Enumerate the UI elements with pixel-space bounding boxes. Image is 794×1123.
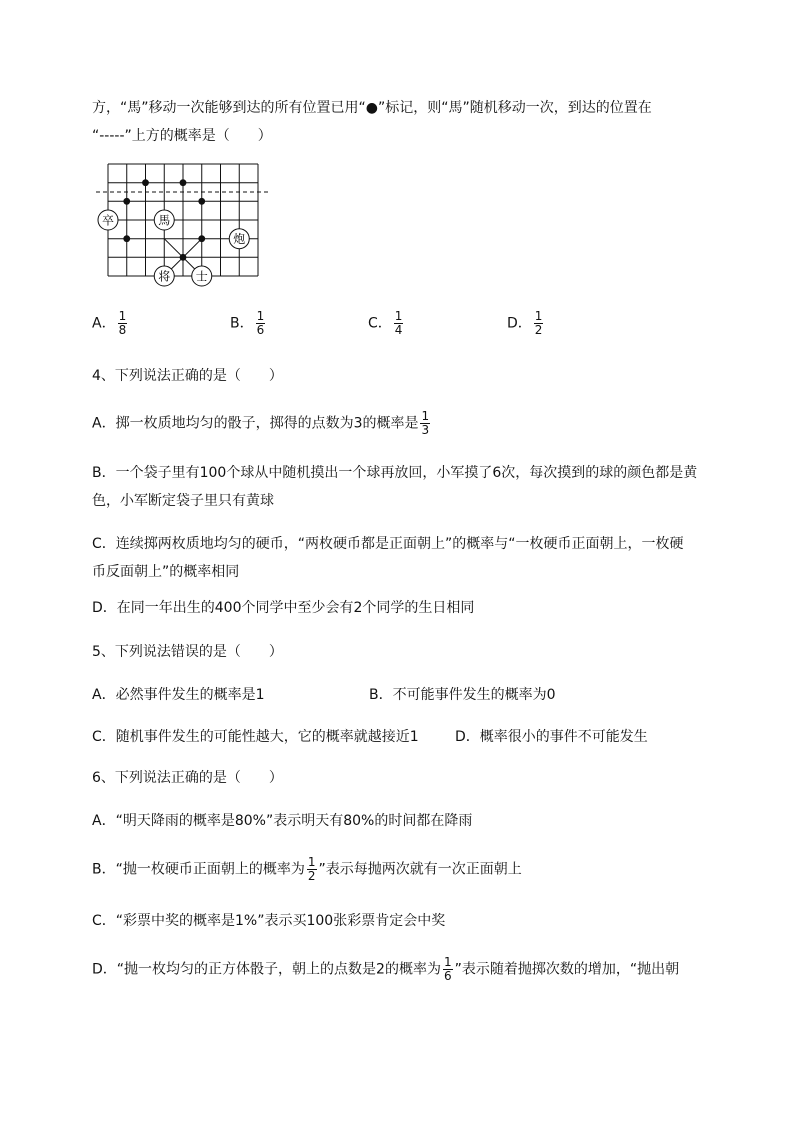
q3-option-b: B． $\frac{1}{6}$: [230, 309, 265, 337]
q6-option-a: A．“明天降雨的概率是80%”表示明天有80%的时间都在降雨: [92, 813, 473, 829]
piece-pawn: [98, 210, 118, 230]
q5-option-b: B．不可能事件发生的概率为0: [369, 687, 556, 703]
piece-horse: [154, 210, 174, 230]
q4-option-b-line1: B．一个袋子里有100个球从中随机摸出一个球再放回，小军摸了6次，每次摸到的球的颜色都是黄: [92, 465, 698, 481]
svg-text:士: 士: [195, 269, 208, 284]
piece-general: [154, 266, 174, 286]
q4-option-c-line2: 币反面朝上”的概率相同: [92, 564, 240, 580]
q6-option-c: C．“彩票中奖的概率是1%”表示买100张彩票肯定会中奖: [92, 913, 446, 929]
svg-text:将: 将: [158, 269, 171, 284]
q6-stem: 6、下列说法正确的是（ ）: [92, 770, 283, 786]
q5-option-a: A．必然事件发生的概率是1: [92, 687, 265, 703]
q6-option-d: D．“抛一枚均匀的正方体骰子，朝上的点数是2的概率为 $\frac{1}{6}$ ”表示随着抛掷次数的增加，“抛出朝: [92, 955, 680, 983]
svg-text:馬: 馬: [158, 213, 171, 228]
q4-stem: 4、下列说法正确的是（ ）: [92, 368, 283, 384]
marker-dot: [123, 235, 130, 242]
q3-stem-line1: 方，“馬”移动一次能够到达的所有位置已用“●”标记，则“馬”随机移动一次，到达的位置在: [92, 100, 652, 116]
q4-option-d: D．在同一年出生的400个同学中至少会有2个同学的生日相同: [92, 600, 475, 616]
q3-option-a: A． $\frac{1}{8}$: [92, 309, 127, 337]
q5-option-c: C．随机事件发生的可能性越大，它的概率就越接近1: [92, 729, 419, 745]
piece-cannon: [229, 229, 249, 249]
q4-option-c-line1: C．连续掷两枚质地均匀的硬币，“两枚硬币都是正面朝上”的概率与“一枚硬币正面朝上，一枚硬: [92, 536, 684, 552]
q4-option-a: A．掷一枚质地均匀的骰子，掷得的点数为3的概率是 $\frac{1}{3}$: [92, 409, 430, 437]
chess-board-figure: [92, 154, 272, 288]
q5-stem: 5、下列说法错误的是（ ）: [92, 644, 283, 660]
q4-option-b-line2: 色，小军断定袋子里只有黄球: [92, 493, 274, 509]
marker-dot: [142, 179, 149, 186]
q3-stem-line2: “-----”上方的概率是（ ）: [92, 128, 272, 144]
marker-dot: [123, 198, 130, 205]
marker-dot: [198, 235, 205, 242]
q5-option-d: D．概率很小的事件不可能发生: [455, 729, 648, 745]
q3-option-d: D． $\frac{1}{2}$: [507, 309, 543, 337]
svg-text:卒: 卒: [101, 213, 115, 228]
q6-option-b: B．“抛一枚硬币正面朝上的概率为 $\frac{1}{2}$ ”表示每抛两次就有一次正面朝上: [92, 855, 522, 883]
marker-dot: [180, 254, 187, 261]
svg-text:炮: 炮: [233, 232, 246, 247]
piece-advisor: [192, 266, 212, 286]
marker-dot: [180, 179, 187, 186]
q3-option-c: C． $\frac{1}{4}$: [368, 309, 403, 337]
marker-dot: [198, 198, 205, 205]
